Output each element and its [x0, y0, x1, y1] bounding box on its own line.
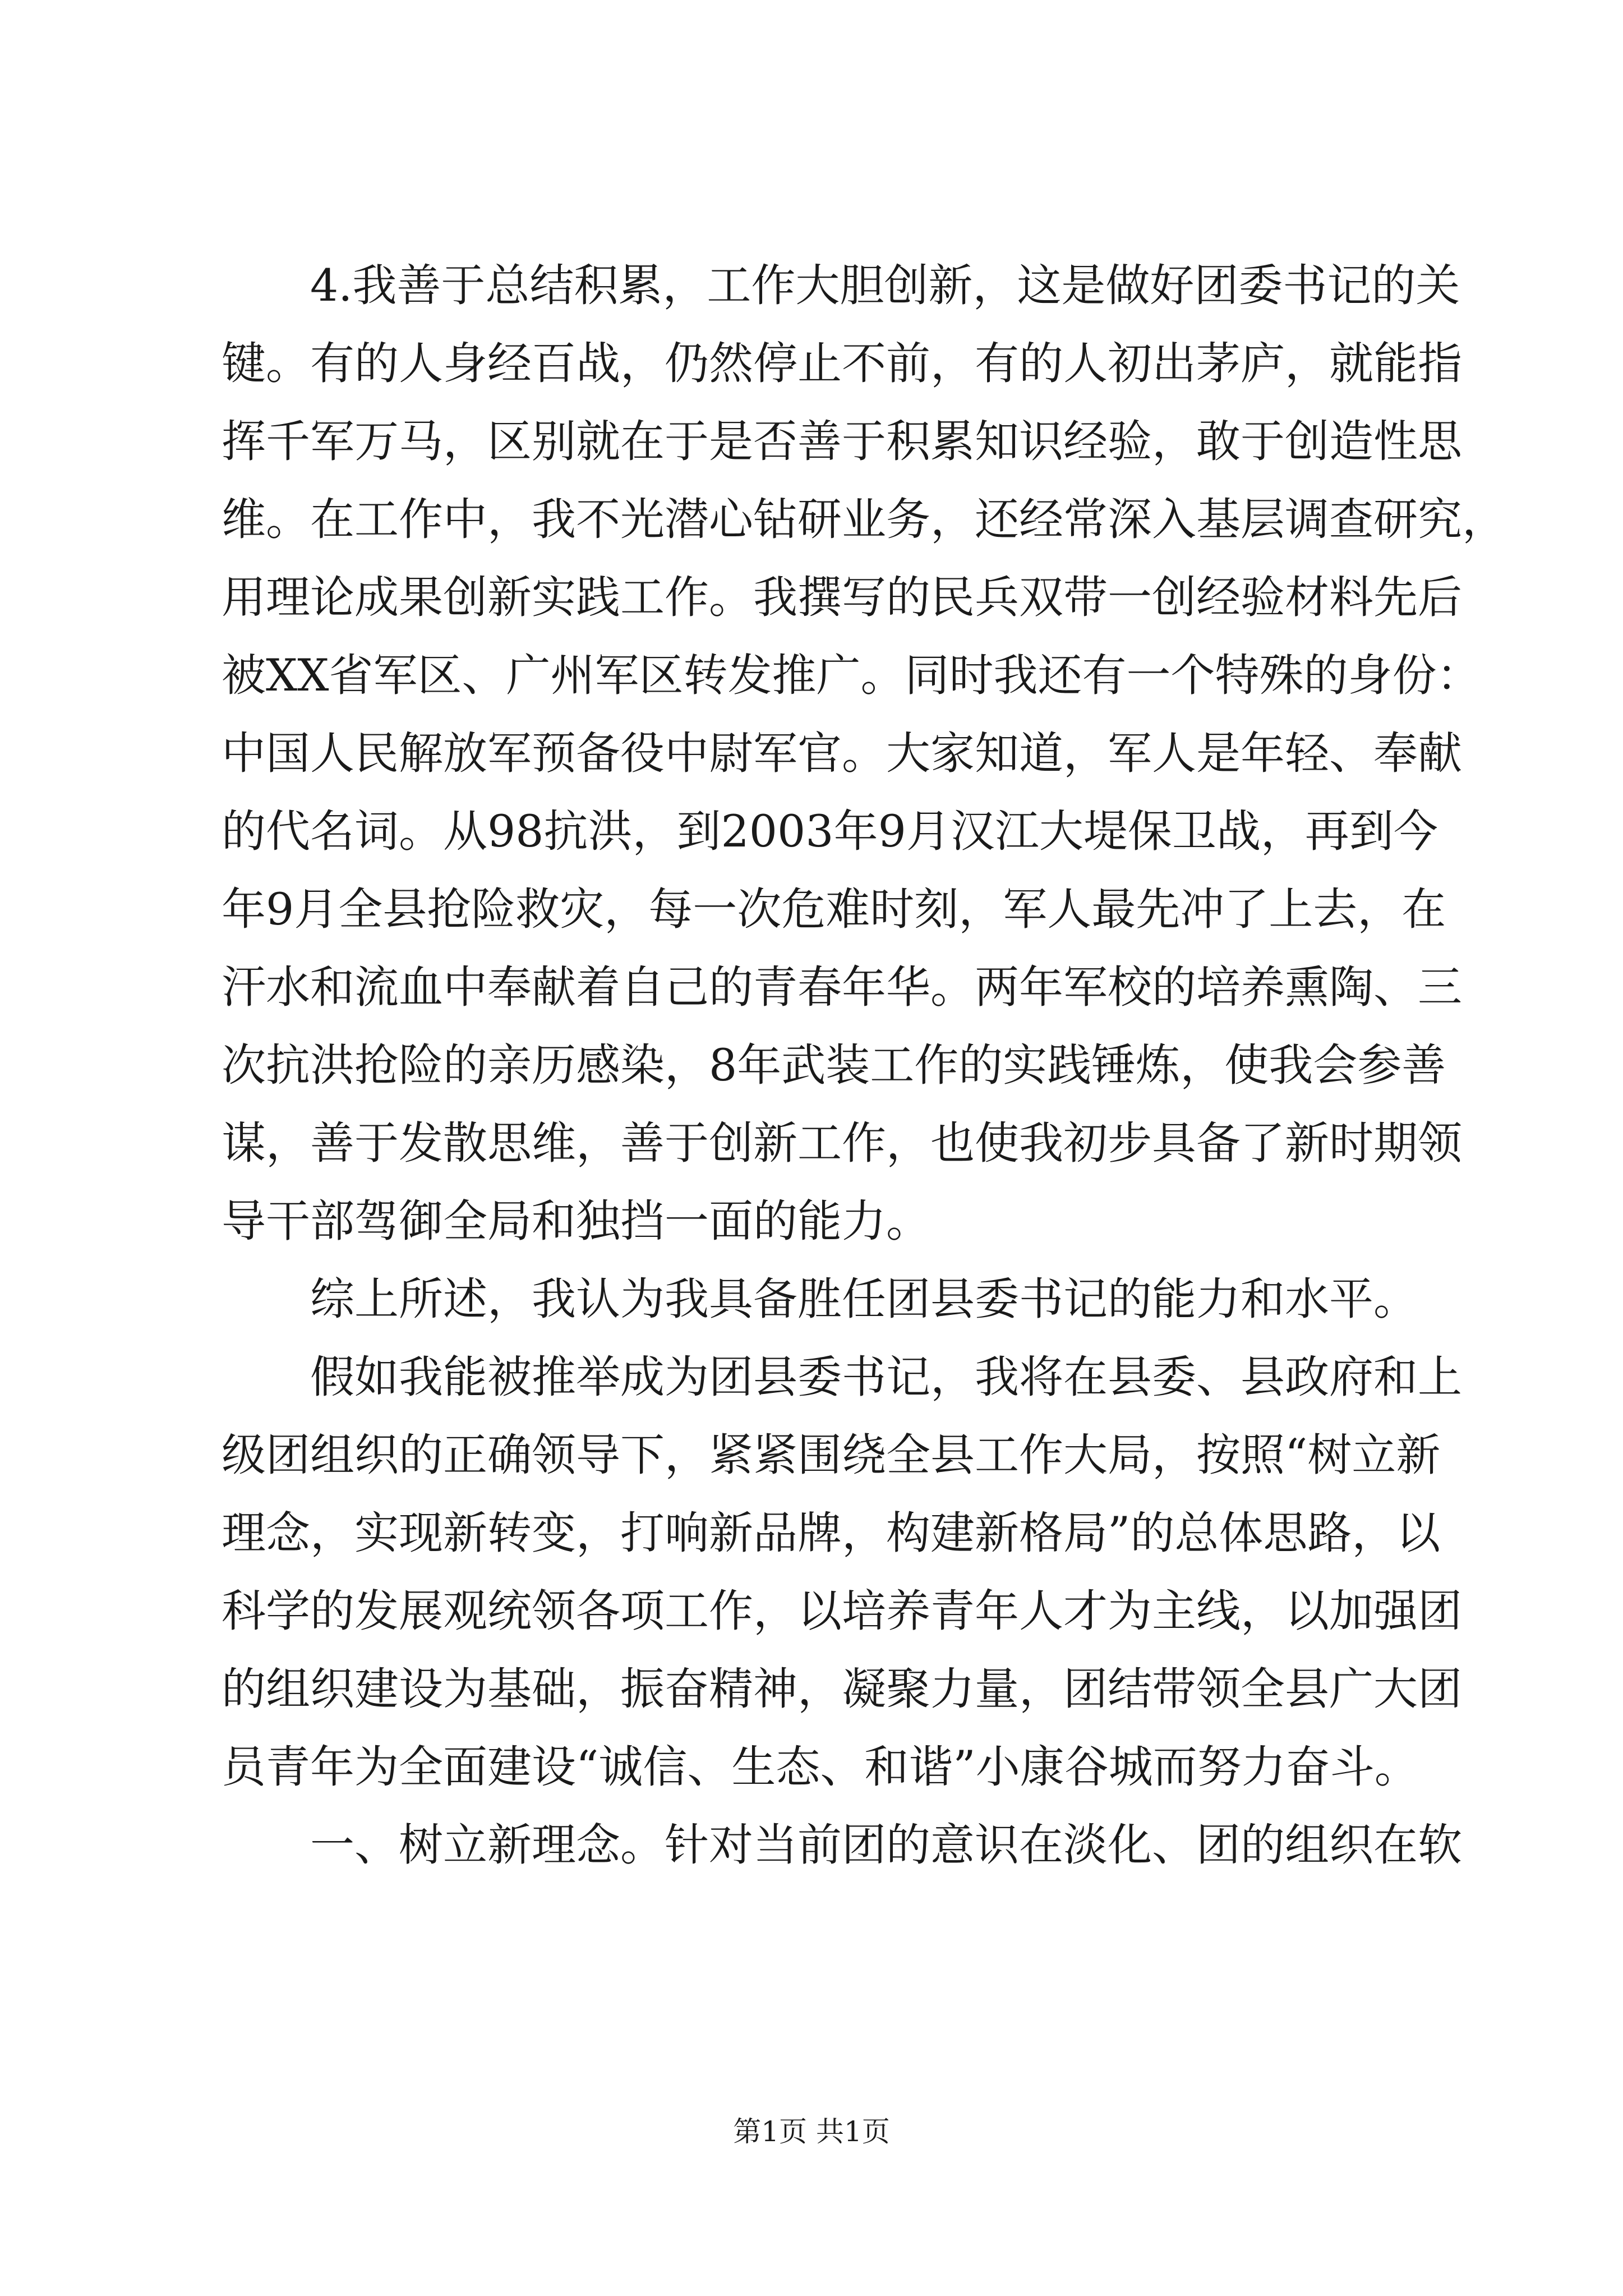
text-line: 的组织建设为基础，振奋精神，凝聚力量，团结带领全县广大团 [222, 1663, 1462, 1715]
text-line: 维。在工作中，我不光潜心钻研业务，还经常深入基层调查研究， [222, 494, 1506, 545]
text-line: 汗水和流血中奉献着自己的青春年华。两年军校的培养熏陶、三 [222, 961, 1462, 1013]
text-line: 键。有的人身经百战，仍然停止不前，有的人初出茅庐，就能指 [222, 338, 1462, 389]
page-number-label: 第1页 共1页 [733, 2115, 890, 2148]
text-line: 的代名词。从98抗洪，到2003年9月汉江大堤保卫战，再到今 [222, 806, 1438, 857]
page-footer [0, 2115, 1623, 2148]
document-body [222, 247, 1506, 1884]
text-line: 中国人民解放军预备役中尉军官。大家知道，军人是年轻、奉献 [222, 728, 1462, 779]
text-line: 导干部驾御全局和独挡一面的能力。 [222, 1195, 930, 1247]
text-line: 假如我能被推举成为团县委书记，我将在县委、县政府和上 [222, 1351, 1462, 1403]
text-line: 员青年为全面建设“诚信、生态、和谐”小康谷城而努力奋斗。 [222, 1741, 1419, 1793]
text-line: 级团组织的正确领导下，紧紧围绕全县工作大局，按照“树立新 [222, 1429, 1441, 1481]
text-line: 理念，实现新转变，打响新品牌，构建新格局”的总体思路，以 [222, 1507, 1441, 1559]
text-line: 4.我善于总结积累，工作大胆创新，这是做好团委书记的关 [222, 260, 1460, 311]
text-line: 一、树立新理念。针对当前团的意识在淡化、团的组织在软 [222, 1819, 1462, 1871]
text-line: 次抗洪抢险的亲历感染，8年武装工作的实践锤炼，使我会参善 [222, 1039, 1446, 1091]
text-line: 用理论成果创新实践工作。我撰写的民兵双带一创经验材料先后 [222, 572, 1462, 623]
text-line: 挥千军万马，区别就在于是否善于积累知识经验，敢于创造性思 [222, 416, 1462, 467]
text-line: 科学的发展观统领各项工作，以培养青年人才为主线，以加强团 [222, 1585, 1462, 1637]
text-line: 谋，善于发散思维，善于创新工作，也使我初步具备了新时期领 [222, 1117, 1462, 1169]
text-line: 综上所述，我认为我具备胜任团县委书记的能力和水平。 [222, 1273, 1418, 1325]
text-line: 被XX省军区、广州军区转发推广。同时我还有一个特殊的身份： [222, 650, 1481, 701]
text-line: 年9月全县抢险救灾，每一次危难时刻，军人最先冲了上去，在 [222, 884, 1446, 935]
